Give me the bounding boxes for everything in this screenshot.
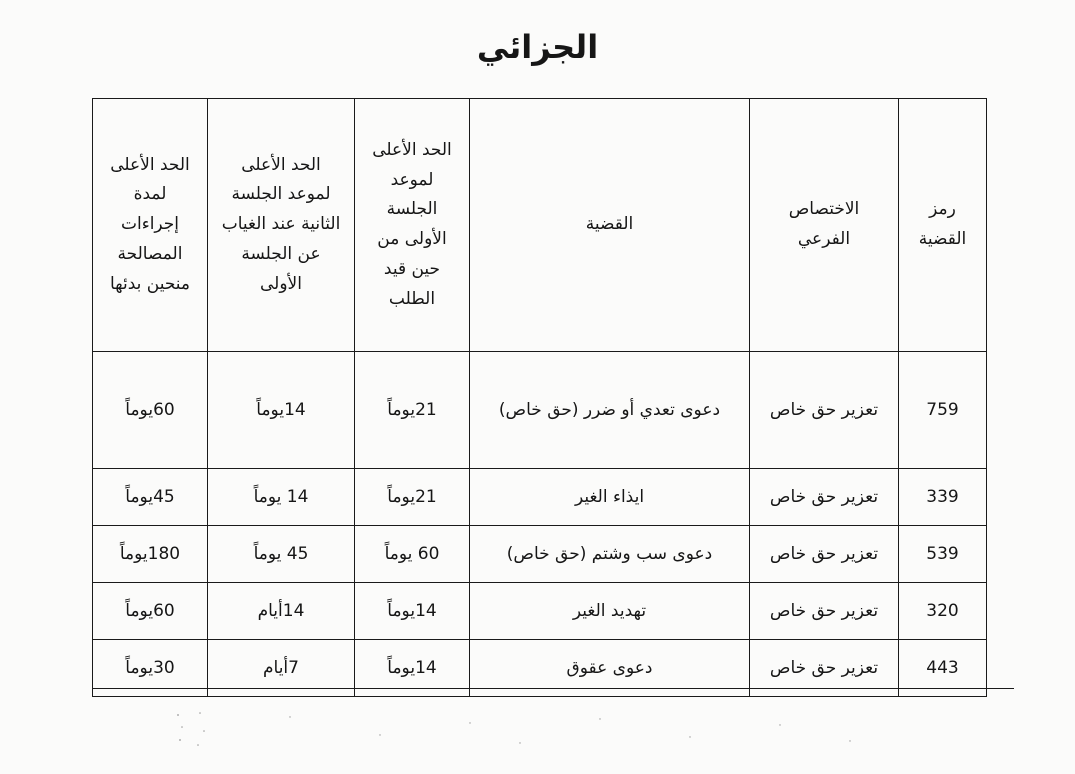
cell-first-session: 14يوماً <box>355 640 470 697</box>
cell-case: تهديد الغير <box>470 583 750 640</box>
table-bottom-rule <box>92 688 1014 689</box>
cell-reconciliation: 45يوماً <box>93 469 208 526</box>
page-title: الجزائي <box>476 28 599 66</box>
cell-sub-jurisdiction: تعزير حق خاص <box>750 640 899 697</box>
cell-reconciliation: 30يوماً <box>93 640 208 697</box>
cell-case: دعوى سب وشتم (حق خاص) <box>470 526 750 583</box>
cell-case-code: 539 <box>899 526 987 583</box>
header-second-session-limit: الحد الأعلى لموعد الجلسة الثانية عند الغياب عن الجلسة الأولى <box>208 99 355 352</box>
cell-second-session: 45 يوماً <box>208 526 355 583</box>
cell-case: دعوى عقوق <box>470 640 750 697</box>
cell-first-session: 60 يوماً <box>355 526 470 583</box>
cell-second-session: 14أيام <box>208 583 355 640</box>
cell-case-code: 759 <box>899 352 987 469</box>
cell-case-code: 339 <box>899 469 987 526</box>
cell-second-session: 7أيام <box>208 640 355 697</box>
table-row <box>93 526 987 583</box>
table-row <box>93 469 987 526</box>
cell-case-code: 443 <box>899 640 987 697</box>
table-row <box>93 583 987 640</box>
cell-reconciliation: 60يوماً <box>93 583 208 640</box>
header-case: القضية <box>470 99 750 352</box>
case-table <box>92 98 987 697</box>
header-sub-jurisdiction: الاختصاص الفرعي <box>750 99 899 352</box>
table-row <box>93 352 987 469</box>
cell-second-session: 14يوماً <box>208 352 355 469</box>
header-case-code: رمز القضية <box>899 99 987 352</box>
header-reconciliation-limit: الحد الأعلى لمدة إجراءات المصالحة منحين بدئها <box>93 99 208 352</box>
cell-reconciliation: 60يوماً <box>93 352 208 469</box>
cell-first-session: 14يوماً <box>355 583 470 640</box>
cell-second-session: 14 يوماً <box>208 469 355 526</box>
cell-case: ايذاء الغير <box>470 469 750 526</box>
cell-sub-jurisdiction: تعزير حق خاص <box>750 469 899 526</box>
cell-sub-jurisdiction: تعزير حق خاص <box>750 583 899 640</box>
cell-case: دعوى تعدي أو ضرر (حق خاص) <box>470 352 750 469</box>
cell-first-session: 21يوماً <box>355 352 470 469</box>
cell-first-session: 21يوماً <box>355 469 470 526</box>
cell-sub-jurisdiction: تعزير حق خاص <box>750 526 899 583</box>
cell-case-code: 320 <box>899 583 987 640</box>
header-row <box>93 99 987 352</box>
header-first-session-limit: الحد الأعلى لموعد الجلسة الأولى من حين قيد الطلب <box>355 99 470 352</box>
scan-noise <box>170 705 890 755</box>
cell-reconciliation: 180يوماً <box>93 526 208 583</box>
cell-sub-jurisdiction: تعزير حق خاص <box>750 352 899 469</box>
